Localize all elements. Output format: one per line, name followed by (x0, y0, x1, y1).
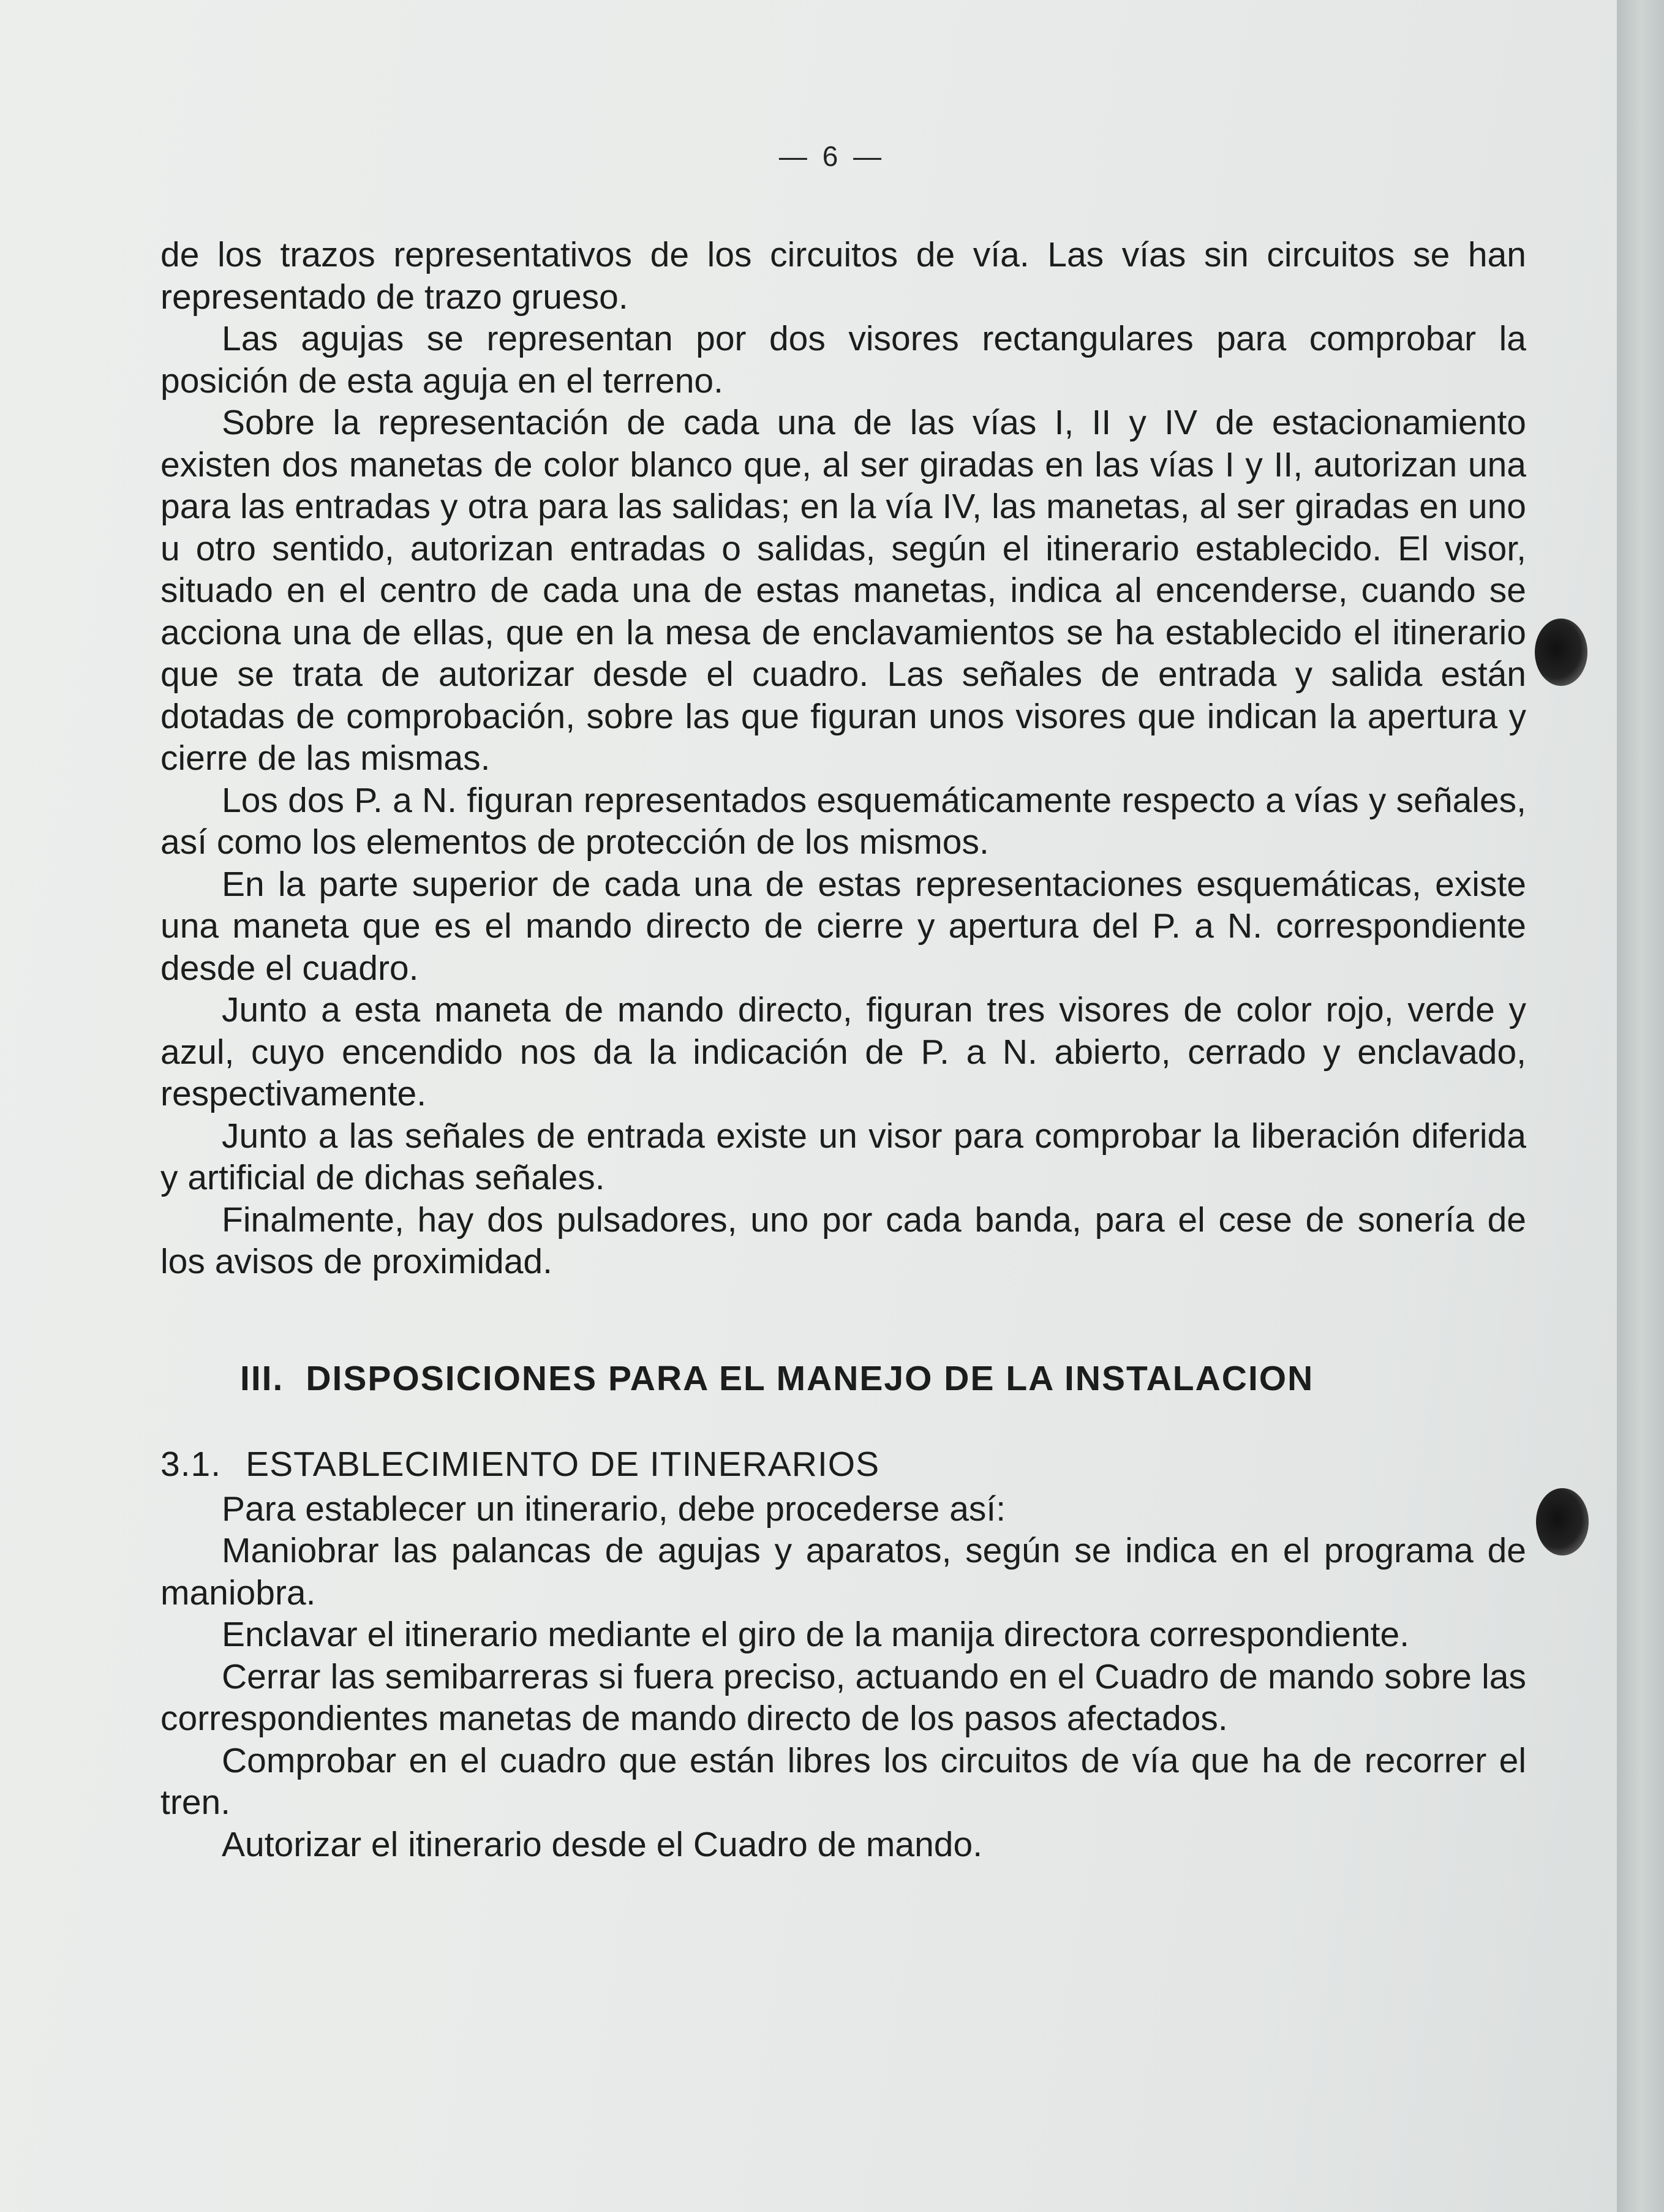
paragraph-1: de los trazos representativos de los circuitos de vía. Las vías sin circuitos se han representado de trazo grueso. (160, 235, 1526, 317)
page-body (160, 234, 1526, 1865)
subsection-title: ESTABLECIMIENTO DE ITINERARIOS (246, 1445, 880, 1484)
subsection-heading (160, 1443, 1526, 1486)
page-number: — 6 — (778, 140, 886, 172)
step-3: Cerrar las semibarreras si fuera preciso, actuando en el Cuadro de mando sobre las correspondientes manetas de mando directo de los pasos afectados. (160, 1657, 1526, 1738)
paragraph-4: Los dos P. a N. figuran representados esquemáticamente respecto a vías y señales, así como los elementos de protección de los mismos. (160, 780, 1526, 862)
step-intro: Para establecer un itinerario, debe procederse así: (222, 1489, 1006, 1529)
binding-edge (1617, 0, 1664, 2212)
paragraph-8: Finalmente, hay dos pulsadores, uno por cada banda, para el cese de sonería de los avisos de proximidad. (160, 1200, 1526, 1281)
paragraph-2: Las agujas se representan por dos visores rectangulares para comprobar la posición de esta aguja en el terreno. (160, 319, 1526, 401)
paragraph-7: Junto a las señales de entrada existe un visor para comprobar la liberación diferida y artificial de dichas señales. (160, 1116, 1526, 1197)
section-number: III. (240, 1358, 284, 1398)
section-title: DISPOSICIONES PARA EL MANEJO DE LA INSTALACION (306, 1358, 1314, 1398)
paragraph-6: Junto a esta maneta de mando directo, figuran tres visores de color rojo, verde y azul, cuyo encendido nos da la indicación de P. a N. abierto, cerrado y enclavado, respectivamente. (160, 990, 1526, 1113)
paragraph-5: En la parte superior de cada una de estas representaciones esquemáticas, existe una maneta que es el mando directo de cierre y apertura del P. a N. correspondiente desde el cuadro. (160, 864, 1526, 988)
punch-hole (1536, 1488, 1589, 1556)
subsection-number: 3.1. (160, 1445, 222, 1484)
paragraph-3: Sobre la representación de cada una de las vías I, II y IV de estacionamiento existen dos manetas de color blanco que, al ser giradas en las vías I y II, autorizan una para las entradas y otra para las salidas; en la vía IV, las manetas, al ser giradas en uno u otro sentido, autorizan entradas o salidas, según el itinerario establecido. El visor, situado en el centro de cada una de estas manetas, indica al encenderse, cuando se acciona una de ellas, que en la mesa de enclavamientos se ha establecido el itinerario que se trata de autorizar desde el cuadro. Las señales de entrada y salida están dotadas de comprobación, sobre las que figuran unos visores que indican la apertura y cierre de las mismas. (160, 403, 1526, 778)
step-4: Comprobar en el cuadro que están libres los circuitos de vía que ha de recorrer el tren. (160, 1740, 1526, 1822)
step-2: Enclavar el itinerario mediante el giro de la manija directora correspondiente. (222, 1615, 1410, 1654)
punch-hole (1535, 619, 1587, 686)
step-5: Autorizar el itinerario desde el Cuadro de mando. (222, 1824, 983, 1864)
step-1: Maniobrar las palancas de agujas y aparatos, según se indica en el programa de maniobra. (160, 1531, 1526, 1612)
section-heading (160, 1358, 1526, 1400)
